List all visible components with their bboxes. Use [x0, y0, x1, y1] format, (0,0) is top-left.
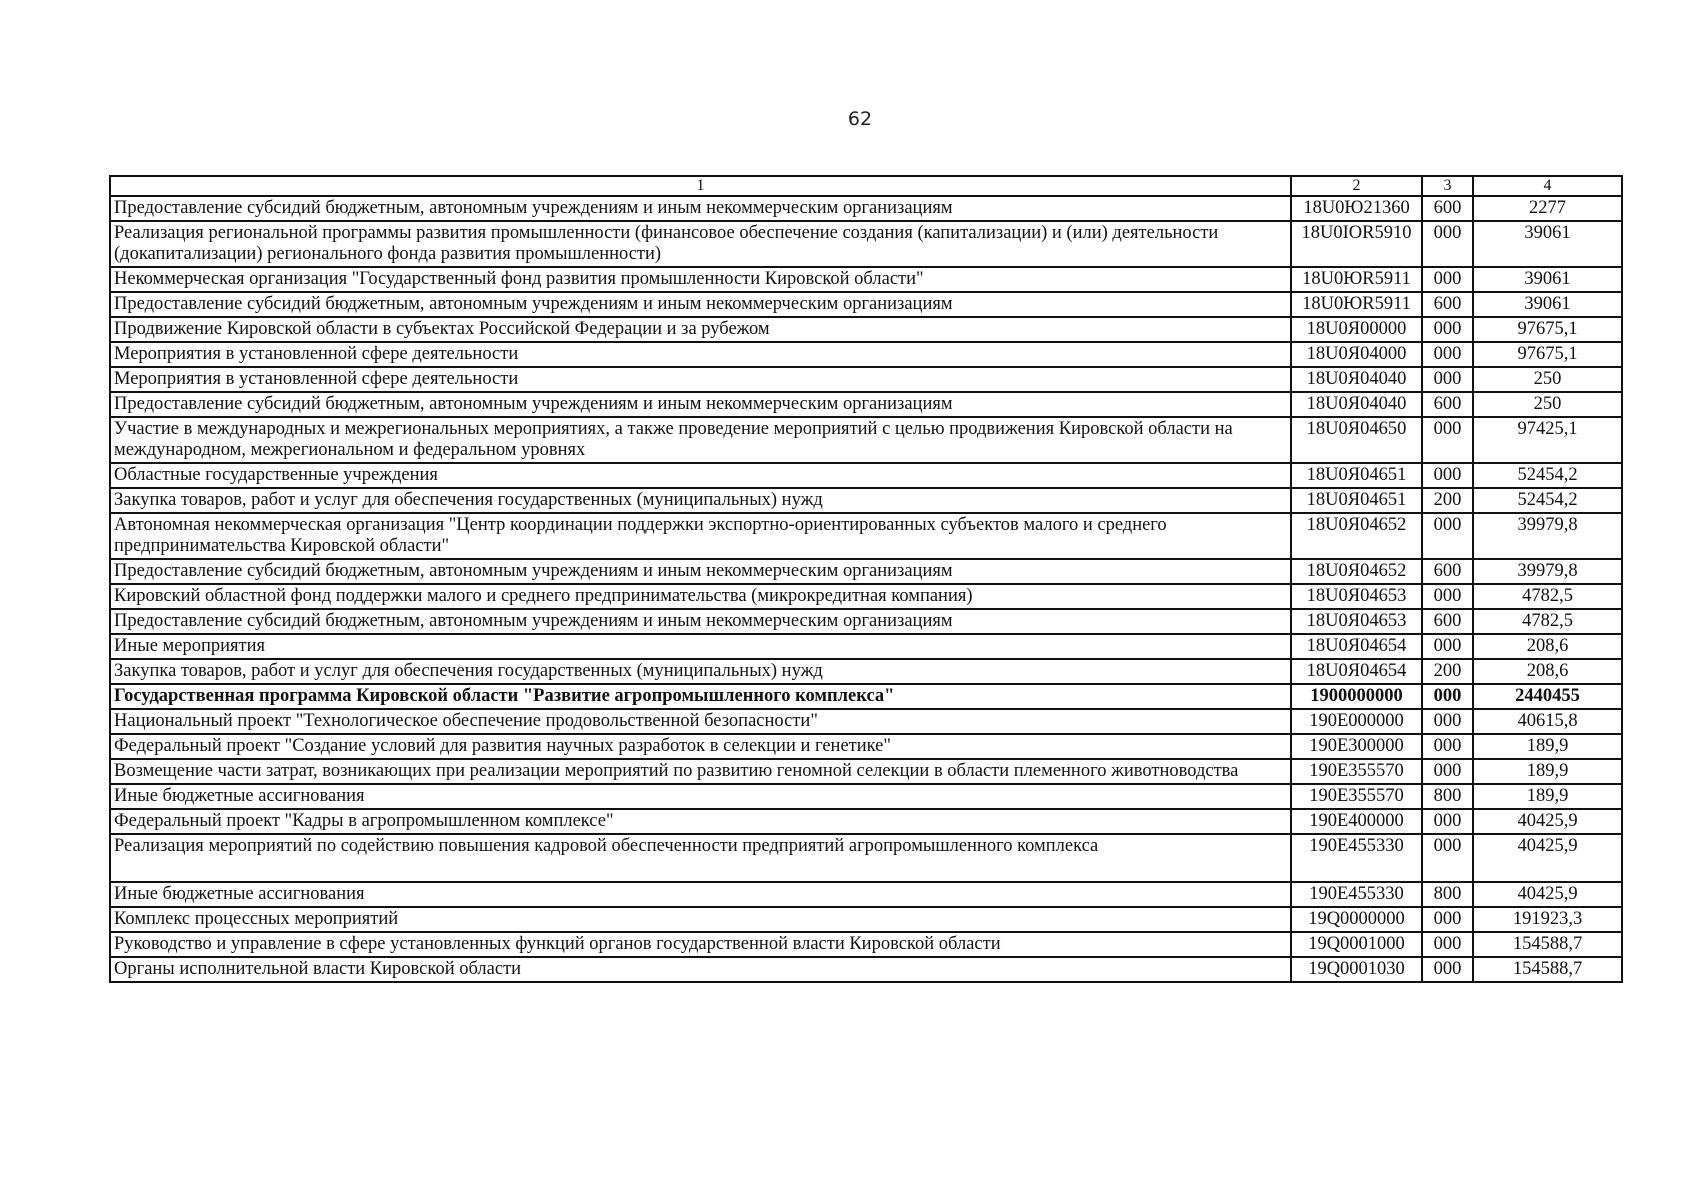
table-row	[110, 488, 1622, 513]
row-amount-cell: 40425,9	[1473, 834, 1622, 882]
row-amount-cell: 154588,7	[1473, 957, 1622, 982]
row-code-cell: 190E400000	[1291, 809, 1422, 834]
row-code-cell: 18U0Я04652	[1291, 559, 1422, 584]
row-name-cell: Реализация мероприятий по содействию повышения кадровой обеспеченности предприятий агропромышленного комплекса	[110, 834, 1291, 882]
row-amount-cell: 189,9	[1473, 759, 1622, 784]
row-amount-cell: 40425,9	[1473, 809, 1622, 834]
row-kind-cell: 000	[1422, 367, 1473, 392]
row-name-cell: Органы исполнительной власти Кировской области	[110, 957, 1291, 982]
table-row	[110, 513, 1622, 559]
budget-table	[109, 175, 1623, 983]
row-name-cell: Закупка товаров, работ и услуг для обеспечения государственных (муниципальных) нужд	[110, 488, 1291, 513]
row-amount-cell: 2440455	[1473, 684, 1622, 709]
table-row	[110, 267, 1622, 292]
row-kind-cell: 600	[1422, 196, 1473, 221]
table-row	[110, 317, 1622, 342]
table-row	[110, 957, 1622, 982]
row-kind-cell: 000	[1422, 221, 1473, 267]
row-amount-cell: 39979,8	[1473, 559, 1622, 584]
row-kind-cell: 000	[1422, 417, 1473, 463]
row-code-cell: 190E300000	[1291, 734, 1422, 759]
row-kind-cell: 000	[1422, 709, 1473, 734]
table-row	[110, 834, 1622, 882]
table-row	[110, 734, 1622, 759]
row-kind-cell: 000	[1422, 684, 1473, 709]
row-kind-cell: 000	[1422, 463, 1473, 488]
table-header-row	[110, 176, 1622, 196]
row-kind-cell: 200	[1422, 488, 1473, 513]
table-row	[110, 634, 1622, 659]
row-kind-cell: 000	[1422, 734, 1473, 759]
table-row	[110, 784, 1622, 809]
row-code-cell: 18U0IOR5910	[1291, 221, 1422, 267]
row-code-cell: 18U0ЮR5911	[1291, 292, 1422, 317]
table-row	[110, 709, 1622, 734]
row-code-cell: 18U0Я04654	[1291, 659, 1422, 684]
row-code-cell: 18U0Я04653	[1291, 584, 1422, 609]
row-name-cell: Иные мероприятия	[110, 634, 1291, 659]
row-amount-cell: 2277	[1473, 196, 1622, 221]
row-kind-cell: 000	[1422, 809, 1473, 834]
row-name-cell: Мероприятия в установленной сфере деятельности	[110, 367, 1291, 392]
row-name-cell: Автономная некоммерческая организация "Центр координации поддержки экспортно-ориентированных субъектов малого и среднего предпринимательства Кировской области"	[110, 513, 1291, 559]
row-amount-cell: 39061	[1473, 292, 1622, 317]
column-header-name: 1	[110, 176, 1291, 196]
row-code-cell: 18U0Я04654	[1291, 634, 1422, 659]
row-amount-cell: 52454,2	[1473, 463, 1622, 488]
table-row	[110, 809, 1622, 834]
row-amount-cell: 4782,5	[1473, 609, 1622, 634]
row-code-cell: 18U0ЮR5911	[1291, 267, 1422, 292]
table-row	[110, 907, 1622, 932]
table-row	[110, 932, 1622, 957]
table-row	[110, 609, 1622, 634]
table-row	[110, 559, 1622, 584]
table-row	[110, 584, 1622, 609]
row-amount-cell: 40615,8	[1473, 709, 1622, 734]
row-code-cell: 190E455330	[1291, 882, 1422, 907]
row-name-cell: Областные государственные учреждения	[110, 463, 1291, 488]
row-kind-cell: 000	[1422, 907, 1473, 932]
row-name-cell: Возмещение части затрат, возникающих при реализации мероприятий по развитию геномной селекции в области племенного животноводства	[110, 759, 1291, 784]
page-number: 62	[847, 108, 873, 130]
table-row	[110, 759, 1622, 784]
row-kind-cell: 200	[1422, 659, 1473, 684]
row-kind-cell: 000	[1422, 834, 1473, 882]
row-code-cell: 18U0Я04651	[1291, 488, 1422, 513]
row-code-cell: 190E355570	[1291, 784, 1422, 809]
table-row	[110, 292, 1622, 317]
row-code-cell: 190E355570	[1291, 759, 1422, 784]
row-code-cell: 18U0Я04000	[1291, 342, 1422, 367]
row-name-cell: Национальный проект "Технологическое обеспечение продовольственной безопасности"	[110, 709, 1291, 734]
row-name-cell: Федеральный проект "Кадры в агропромышленном комплексе"	[110, 809, 1291, 834]
row-amount-cell: 189,9	[1473, 734, 1622, 759]
table-row	[110, 684, 1622, 709]
row-kind-cell: 000	[1422, 634, 1473, 659]
row-code-cell: 18U0Я04651	[1291, 463, 1422, 488]
row-code-cell: 190E000000	[1291, 709, 1422, 734]
row-code-cell: 18U0Я04652	[1291, 513, 1422, 559]
row-name-cell: Закупка товаров, работ и услуг для обеспечения государственных (муниципальных) нужд	[110, 659, 1291, 684]
table-body	[110, 196, 1622, 982]
row-kind-cell: 600	[1422, 559, 1473, 584]
row-amount-cell: 191923,3	[1473, 907, 1622, 932]
row-amount-cell: 97425,1	[1473, 417, 1622, 463]
row-amount-cell: 39979,8	[1473, 513, 1622, 559]
row-amount-cell: 52454,2	[1473, 488, 1622, 513]
row-kind-cell: 000	[1422, 317, 1473, 342]
table-row	[110, 659, 1622, 684]
row-name-cell: Участие в международных и межрегиональных мероприятиях, а также проведение мероприятий с целью продвижения Кировской области на международном, межрегиональном и федеральном уровнях	[110, 417, 1291, 463]
row-code-cell: 18U0Я04040	[1291, 367, 1422, 392]
table-row	[110, 221, 1622, 267]
row-kind-cell: 600	[1422, 292, 1473, 317]
row-amount-cell: 40425,9	[1473, 882, 1622, 907]
row-amount-cell: 250	[1473, 367, 1622, 392]
row-kind-cell: 600	[1422, 609, 1473, 634]
row-kind-cell: 000	[1422, 759, 1473, 784]
row-amount-cell: 250	[1473, 392, 1622, 417]
table-row	[110, 196, 1622, 221]
row-amount-cell: 189,9	[1473, 784, 1622, 809]
row-code-cell: 18U0Я04653	[1291, 609, 1422, 634]
row-kind-cell: 000	[1422, 267, 1473, 292]
table-row	[110, 392, 1622, 417]
row-code-cell: 18U0Я00000	[1291, 317, 1422, 342]
column-header-amount: 4	[1473, 176, 1622, 196]
table-row	[110, 463, 1622, 488]
row-code-cell: 18U0Ю21360	[1291, 196, 1422, 221]
row-name-cell: Реализация региональной программы развития промышленности (финансовое обеспечение создания (капитализации) и (или) деятельности (докапитализации) регионального фонда развития промышленности)	[110, 221, 1291, 267]
row-name-cell: Иные бюджетные ассигнования	[110, 784, 1291, 809]
row-name-cell: Предоставление субсидий бюджетным, автономным учреждениям и иным некоммерческим организациям	[110, 609, 1291, 634]
row-code-cell: 18U0Я04650	[1291, 417, 1422, 463]
table-row	[110, 417, 1622, 463]
row-code-cell: 19Q0000000	[1291, 907, 1422, 932]
row-amount-cell: 39061	[1473, 221, 1622, 267]
table-row	[110, 882, 1622, 907]
row-kind-cell: 600	[1422, 392, 1473, 417]
row-name-cell: Мероприятия в установленной сфере деятельности	[110, 342, 1291, 367]
row-name-cell: Кировский областной фонд поддержки малого и среднего предпринимательства (микрокредитная компания)	[110, 584, 1291, 609]
row-name-cell: Предоставление субсидий бюджетным, автономным учреждениям и иным некоммерческим организациям	[110, 392, 1291, 417]
row-amount-cell: 208,6	[1473, 634, 1622, 659]
row-name-cell: Руководство и управление в сфере установленных функций органов государственной власти Кировской области	[110, 932, 1291, 957]
column-header-code: 2	[1291, 176, 1422, 196]
table-row	[110, 342, 1622, 367]
row-amount-cell: 208,6	[1473, 659, 1622, 684]
row-amount-cell: 4782,5	[1473, 584, 1622, 609]
row-kind-cell: 000	[1422, 342, 1473, 367]
row-name-cell: Предоставление субсидий бюджетным, автономным учреждениям и иным некоммерческим организациям	[110, 292, 1291, 317]
row-code-cell: 1900000000	[1291, 684, 1422, 709]
row-code-cell: 190E455330	[1291, 834, 1422, 882]
row-kind-cell: 000	[1422, 932, 1473, 957]
row-code-cell: 19Q0001030	[1291, 957, 1422, 982]
row-amount-cell: 39061	[1473, 267, 1622, 292]
row-name-cell: Комплекс процессных мероприятий	[110, 907, 1291, 932]
row-name-cell: Предоставление субсидий бюджетным, автономным учреждениям и иным некоммерческим организациям	[110, 559, 1291, 584]
column-header-kind: 3	[1422, 176, 1473, 196]
row-amount-cell: 97675,1	[1473, 342, 1622, 367]
row-kind-cell: 800	[1422, 784, 1473, 809]
row-code-cell: 19Q0001000	[1291, 932, 1422, 957]
row-kind-cell: 800	[1422, 882, 1473, 907]
table-row	[110, 367, 1622, 392]
row-amount-cell: 97675,1	[1473, 317, 1622, 342]
row-name-cell: Федеральный проект "Создание условий для развития научных разработок в селекции и генетике"	[110, 734, 1291, 759]
row-kind-cell: 000	[1422, 584, 1473, 609]
row-amount-cell: 154588,7	[1473, 932, 1622, 957]
row-name-cell: Предоставление субсидий бюджетным, автономным учреждениям и иным некоммерческим организациям	[110, 196, 1291, 221]
row-name-cell: Продвижение Кировской области в субъектах Российской Федерации и за рубежом	[110, 317, 1291, 342]
row-name-cell: Государственная программа Кировской области "Развитие агропромышленного комплекса"	[110, 684, 1291, 709]
row-kind-cell: 000	[1422, 957, 1473, 982]
row-name-cell: Иные бюджетные ассигнования	[110, 882, 1291, 907]
row-name-cell: Некоммерческая организация "Государственный фонд развития промышленности Кировской области"	[110, 267, 1291, 292]
row-kind-cell: 000	[1422, 513, 1473, 559]
row-code-cell: 18U0Я04040	[1291, 392, 1422, 417]
